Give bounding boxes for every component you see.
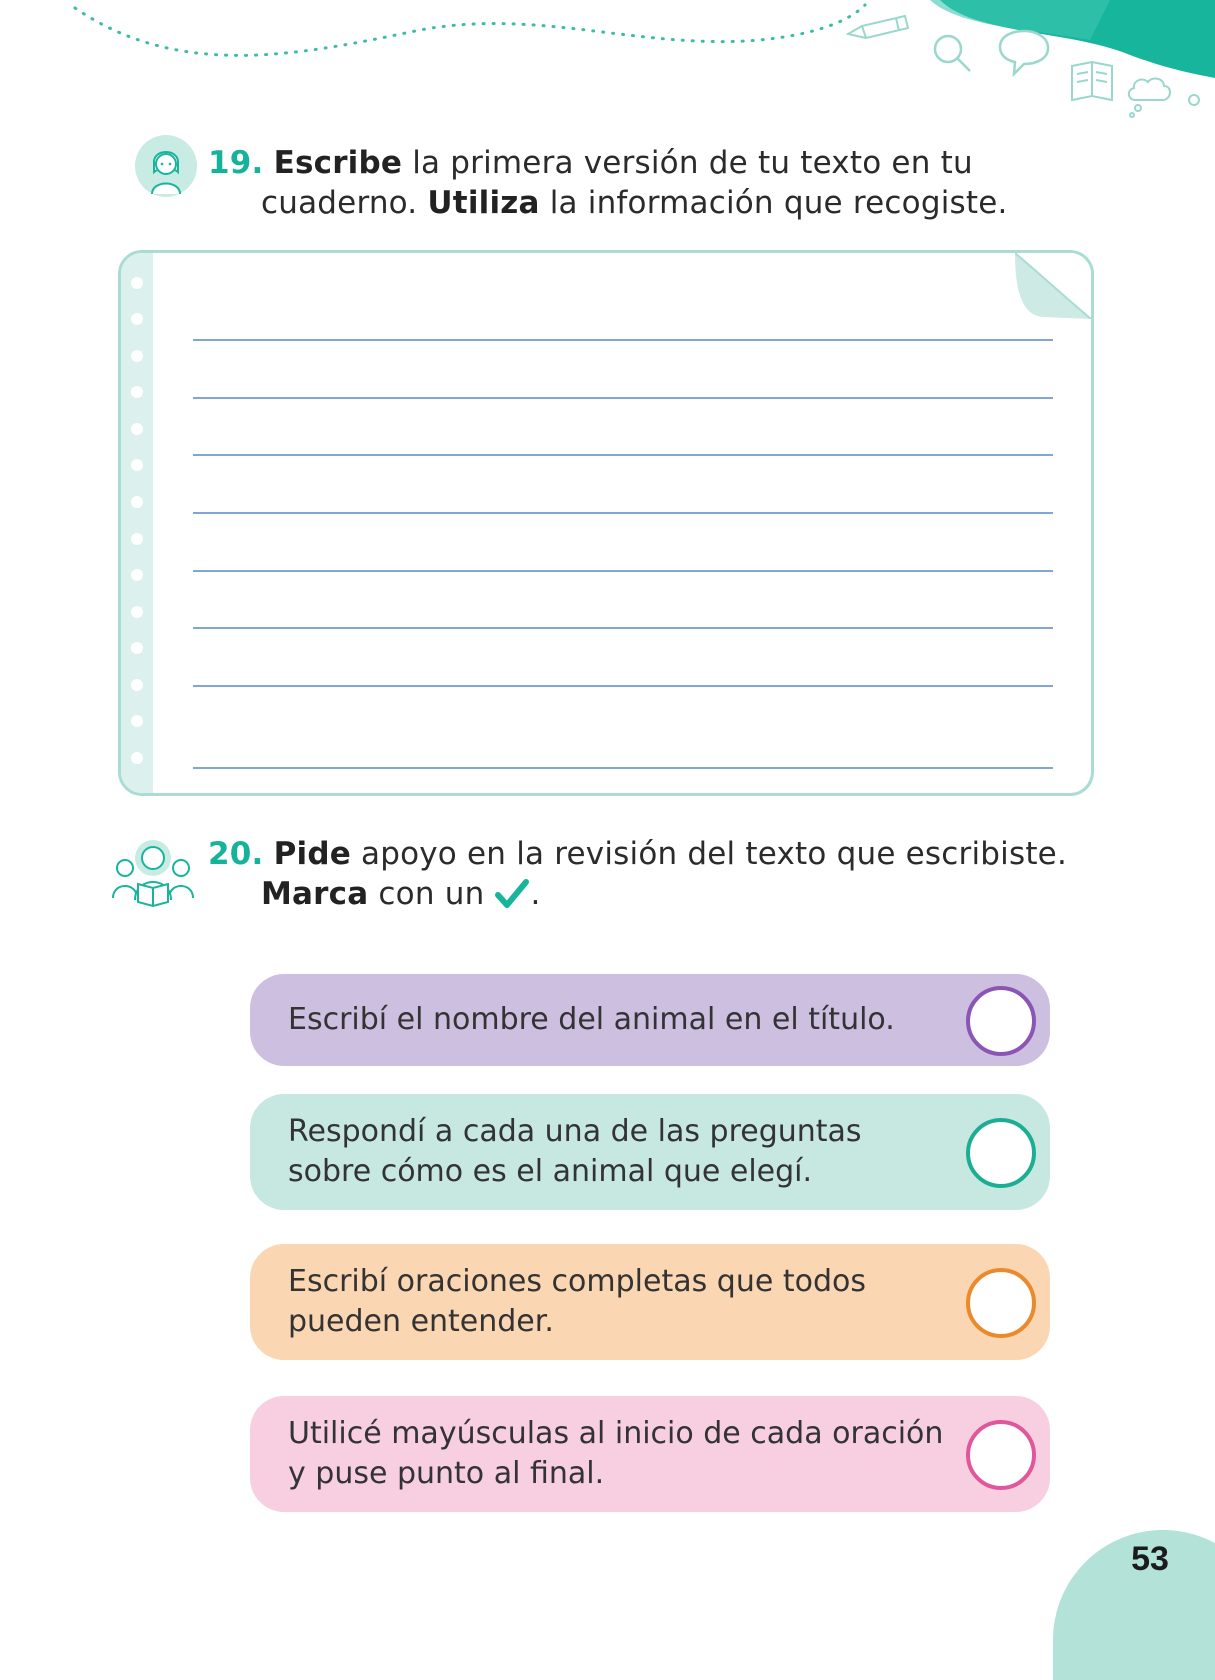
activity-20-text-1: apoyo en la revisión del texto que escribiste. <box>350 836 1068 872</box>
activity-20-verb-pide: Pide <box>273 836 351 872</box>
magnifier-icon <box>935 36 970 71</box>
check-circle-title[interactable] <box>966 986 1036 1056</box>
check-circle-sentences[interactable] <box>966 1268 1036 1338</box>
notebook-rule-line <box>193 685 1053 687</box>
activity-20-verb-marca: Marca <box>261 876 369 912</box>
checklist-item-line-1: Respondí a cada una de las preguntas <box>288 1114 862 1149</box>
activity-19-verb-escribe: Escribe <box>273 145 403 181</box>
checklist-item-text <box>288 1262 866 1342</box>
checklist-item-line-2: sobre cómo es el animal que elegí. <box>288 1154 813 1189</box>
checklist-item-line-2: y puse punto al final. <box>288 1456 605 1491</box>
checklist-item-line-1: Utilicé mayúsculas al inicio de cada oración <box>288 1416 944 1451</box>
activity-19-line-1 <box>208 143 1008 183</box>
activity-20-line-2 <box>208 874 1067 914</box>
activity-20-text-2: con un <box>368 876 495 912</box>
notebook-rule-line <box>193 339 1053 341</box>
notebook-rule-line <box>193 767 1053 769</box>
activity-19-text-1: la primera versión de tu texto en tu <box>402 145 973 181</box>
checklist-item-text <box>288 1112 862 1192</box>
notebook-hole <box>131 715 143 727</box>
notebook-hole <box>131 496 143 508</box>
activity-19-line-2 <box>208 183 1008 223</box>
notebook-hole <box>131 423 143 435</box>
activity-19-verb-utiliza: Utiliza <box>427 185 540 221</box>
checklist-item-questions <box>250 1094 1050 1210</box>
notebook-hole <box>131 642 143 654</box>
notebook-rule-line <box>193 397 1053 399</box>
notebook-margin <box>121 253 153 793</box>
speech-bubble-icon <box>1000 31 1048 74</box>
notebook-rule-line <box>193 570 1053 572</box>
notebook-hole <box>131 606 143 618</box>
check-circle-capitals[interactable] <box>966 1420 1036 1490</box>
activity-20-period: . <box>530 876 541 912</box>
notebook-hole <box>131 752 143 764</box>
checklist-item-line-1: Escribí el nombre del animal en el título. <box>288 1002 895 1037</box>
page-curl <box>1015 253 1091 319</box>
page-number: 53 <box>1131 1540 1169 1578</box>
notebook-hole <box>131 569 143 581</box>
checklist-item-text <box>288 1414 943 1494</box>
activity-20-instruction <box>208 834 1067 914</box>
notebook-hole <box>131 459 143 471</box>
activity-20-number: 20. <box>208 836 264 872</box>
header-decoration <box>0 0 1215 130</box>
notebook-rule-line <box>193 512 1053 514</box>
notebook-hole <box>131 313 143 325</box>
activity-19-text-2-pre: cuaderno. <box>261 185 428 221</box>
activity-19-instruction <box>208 143 1008 223</box>
pencil-icon <box>848 16 908 38</box>
activity-20-line-1 <box>208 834 1067 874</box>
notebook-rule-line <box>193 454 1053 456</box>
checklist-item-sentences <box>250 1244 1050 1360</box>
checklist-item-text <box>288 1000 895 1040</box>
group-reading-icon <box>108 838 198 908</box>
notebook-hole <box>131 533 143 545</box>
checkmark-icon <box>494 878 530 910</box>
notebook-writing-area[interactable] <box>118 250 1094 796</box>
checklist-item-title <box>250 974 1050 1066</box>
student-icon <box>134 134 198 198</box>
checklist-item-line-2: pueden entender. <box>288 1304 554 1339</box>
activity-19-number: 19. <box>208 145 264 181</box>
checklist-item-line-1: Escribí oraciones completas que todos <box>288 1264 866 1299</box>
activity-19-text-2-post: la información que recogiste. <box>539 185 1008 221</box>
notebook-hole <box>131 350 143 362</box>
notebook-rule-line <box>193 627 1053 629</box>
checklist-item-capitals <box>250 1396 1050 1512</box>
check-circle-questions[interactable] <box>966 1118 1036 1188</box>
notebook-hole <box>131 277 143 289</box>
notebook-hole <box>131 679 143 691</box>
thought-cloud-icon <box>1129 79 1199 117</box>
book-icon <box>1072 62 1112 100</box>
notebook-hole <box>131 386 143 398</box>
